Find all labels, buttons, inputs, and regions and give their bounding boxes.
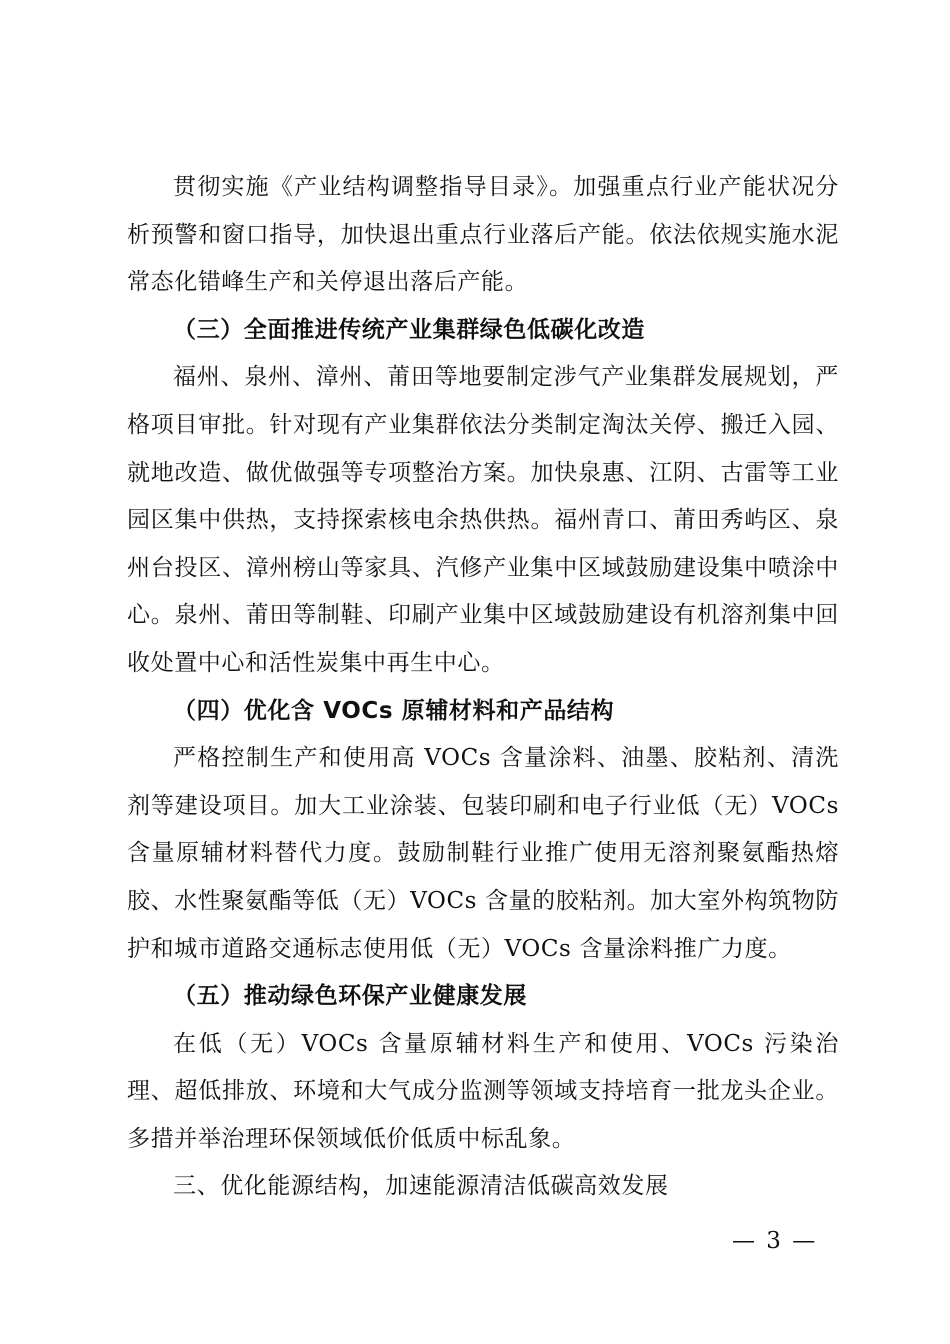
document-body — [127, 164, 839, 1211]
heading-section-4: （四）优化含 VOCs 原辅材料和产品结构 — [173, 697, 615, 724]
chapter-heading-3: 三、优化能源结构，加速能源清洁低碳高效发展 — [173, 1173, 669, 1200]
heading-section-3: （三）全面推进传统产业集群绿色低碳化改造 — [173, 316, 645, 343]
paragraph-1: 贯彻实施《产业结构调整指导目录》。加强重点行业产能状况分析预警和窗口指导，加快退出重点行业落后产能。依法依规实施水泥常态化错峰生产和关停退出落后产能。 — [127, 174, 839, 296]
page-number: — 3 — — [732, 1228, 818, 1254]
paragraph-4: 在低（无）VOCs 含量原辅材料生产和使用、VOCs 污染治理、超低排放、环境和大气成分监测等领域支持培育一批龙头企业。多措并举治理环保领域低价低质中标乱象。 — [127, 1030, 839, 1152]
paragraph-2: 福州、泉州、漳州、莆田等地要制定涉气产业集群发展规划，严格项目审批。针对现有产业集群依法分类制定淘汰关停、搬迁入园、就地改造、做优做强等专项整治方案。加快泉惠、江阴、古雷等工业园区集中供热，支持探索核电余热供热。福州青口、莆田秀屿区、泉州台投区、漳州榜山等家具、汽修产业集中区域鼓励建设集中喷涂中心。泉州、莆田等制鞋、印刷产业集中区域鼓励建设有机溶剂集中回收处置中心和活性炭集中再生中心。 — [127, 364, 839, 676]
heading-section-5: （五）推动绿色环保产业健康发展 — [173, 983, 527, 1010]
paragraph-3: 严格控制生产和使用高 VOCs 含量涂料、油墨、胶粘剂、清洗剂等建设项目。加大工业涂装、包装印刷和电子行业低（无）VOCs 含量原辅材料替代力度。鼓励制鞋行业推广使用无溶剂聚氨酯热熔胶、水性聚氨酯等低（无）VOCs 含量的胶粘剂。加大室外构筑物防护和城市道路交通标志使用低（无）VOCs 含量涂料推广力度。 — [127, 745, 839, 962]
